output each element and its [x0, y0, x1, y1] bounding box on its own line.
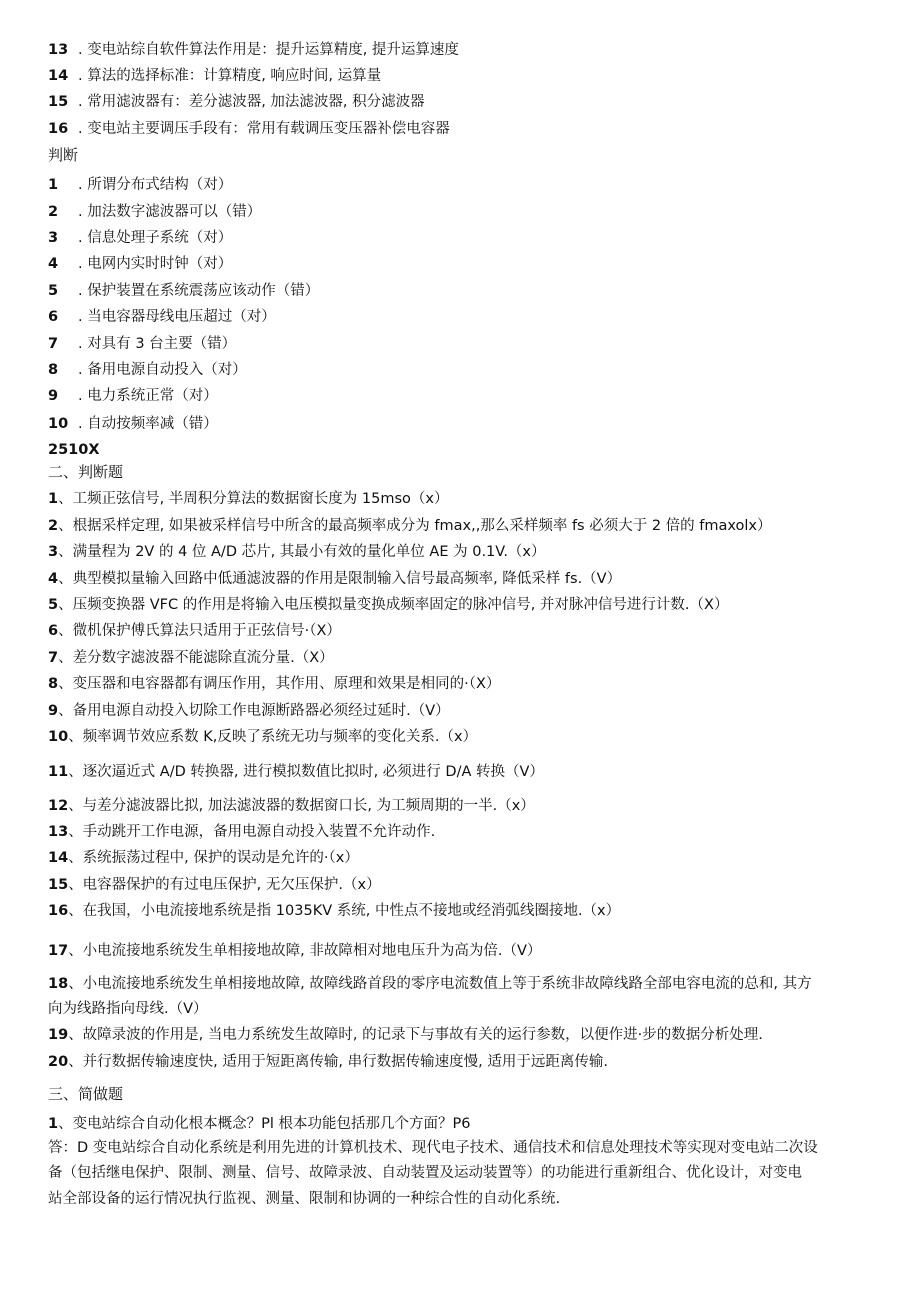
item-number: 8 — [48, 676, 59, 692]
item-text: 向为线路指向母线.（V） — [48, 1001, 208, 1017]
item-text: 、备用电源自动投入切除工作电源断路器必须经过延时.（V） — [58, 703, 450, 719]
item-number: 5 — [48, 597, 59, 613]
true-false-item — [48, 489, 868, 509]
true-false-item — [48, 901, 868, 921]
item-text: . 常用滤波器有：差分滤波器, 加法滤波器, 积分滤波器 — [78, 94, 425, 110]
item-text: 、微机保护傅氏算法只适用于正弦信号·（X） — [58, 623, 341, 639]
section3-heading: 三、简做题 — [48, 1085, 124, 1103]
judge-item — [48, 360, 868, 380]
true-false-item — [48, 974, 868, 994]
judge-item — [48, 281, 868, 301]
true-false-item — [48, 727, 868, 747]
item-text: 、小电流接地系统发生单相接地故障, 非故障相对地电压升为高为倍.（V） — [68, 943, 542, 959]
item-number: 8 — [48, 362, 59, 378]
item-number: 1 — [48, 177, 59, 193]
item-text: 、电容器保护的有过电压保护, 无欠压保护.（x） — [68, 877, 381, 893]
item-text: 、差分数字滤波器不能滤除直流分量.（X） — [58, 650, 334, 666]
item-text: 、压频变换器 VFC 的作用是将输入电压模拟量变换成频率固定的脉冲信号, 并对脉冲信号进行计数.（X） — [58, 597, 729, 613]
item-text: 、在我国，小电流接地系统是指 1035KV 系统, 中性点不接地或经消弧线圈接地.（x） — [68, 903, 621, 919]
item-number: 2 — [48, 204, 59, 220]
item-text: 、逐次逼近式 A/D 转换器, 进行模拟数值比拟时, 必须进行 D/A 转换（V） — [68, 764, 544, 780]
item-text: . 算法的选择标准：计算精度, 响应时间, 运算量 — [78, 68, 382, 84]
judge-item — [48, 386, 868, 406]
item-number: 20 — [48, 1054, 69, 1070]
item-number: 9 — [48, 703, 59, 719]
item-text: . 自动按频率减（错） — [78, 416, 218, 432]
item-number: 1 — [48, 491, 59, 507]
item-number: 13 — [48, 42, 69, 58]
item-number: 3 — [48, 544, 59, 560]
item-number: 13 — [48, 824, 69, 840]
item-text: 、频率调节效应系数 K,反映了系统无功与频率的变化关系.（x） — [68, 729, 478, 745]
item-text: 、工频正弦信号, 半周积分算法的数据窗长度为 15mso（x） — [58, 491, 449, 507]
true-false-item — [48, 569, 868, 589]
item-number: 5 — [48, 283, 59, 299]
true-false-item — [48, 516, 868, 536]
true-false-item — [48, 595, 868, 615]
item-text: . 备用电源自动投入（对） — [78, 362, 247, 378]
item-number: 15 — [48, 94, 69, 110]
item-number: 6 — [48, 623, 59, 639]
judge-item — [48, 202, 868, 222]
item-text: . 所谓分布式结构（对） — [78, 177, 233, 193]
short-answer-question — [48, 1114, 868, 1134]
item-text: . 当电容器母线电压超过（对） — [78, 309, 276, 325]
item-text: . 加法数字滤波器可以（错） — [78, 204, 262, 220]
item-number: 14 — [48, 68, 69, 84]
item-text: . 信息处理子系统（对） — [78, 230, 233, 246]
true-false-item — [48, 875, 868, 895]
true-false-item — [48, 796, 868, 816]
item-text: . 对具有 3 台主要（错） — [78, 336, 237, 352]
item-number: 16 — [48, 121, 69, 137]
item-number: 15 — [48, 877, 69, 893]
item-number: 16 — [48, 903, 69, 919]
section2-heading: 二、判断题 — [48, 463, 124, 481]
true-false-item — [48, 1052, 868, 1072]
true-false-item — [48, 941, 868, 961]
item-number: 4 — [48, 571, 59, 587]
item-text: 、根据采样定理, 如果被采样信号中所含的最高频率成分为 fmax,,那么采样频率 fs 必须大于 2 倍的 fmaxolx） — [58, 518, 772, 534]
item-text: 、系统振荡过程中, 保护的误动是允许的·（x） — [68, 850, 359, 866]
item-number: 1 — [48, 1116, 59, 1132]
item-number: 18 — [48, 976, 69, 992]
true-false-item — [48, 542, 868, 562]
item-number: 2 — [48, 518, 59, 534]
item-text: 、手动跳开工作电源，备用电源自动投入装置不允许动作. — [68, 824, 436, 840]
item-number: 10 — [48, 729, 69, 745]
item-text: 、典型模拟量输入回路中低通滤波器的作用是限制输入信号最高频率, 降低采样 fs.（V） — [58, 571, 622, 587]
item-number: 3 — [48, 230, 59, 246]
answer-line: 备（包括继电保护、限制、测量、信号、故障录波、自动装置及运动装置等）的功能进行重新组合、优化设计，对变电 — [48, 1165, 802, 1181]
true-false-item — [48, 674, 868, 694]
top-item — [48, 66, 868, 86]
true-false-item — [48, 701, 868, 721]
item-number: 10 — [48, 416, 69, 432]
true-false-item — [48, 822, 868, 842]
item-text: . 电网内实时时钟（对） — [78, 256, 233, 272]
top-item — [48, 119, 868, 139]
item-number: 7 — [48, 650, 59, 666]
answer-line: 答：D 变电站综合自动化系统是利用先进的计算机技术、现代电子技术、通信技术和信息处理技术等实现对变电站二次设 — [48, 1140, 818, 1156]
judge-item — [48, 334, 868, 354]
item-text: . 保护装置在系统震荡应该动作（错） — [78, 283, 320, 299]
item-number: 12 — [48, 798, 69, 814]
item-number: 4 — [48, 256, 59, 272]
judge-item — [48, 228, 868, 248]
item-text: 、并行数据传输速度快, 适用于短距离传输, 串行数据传输速度慢, 适用于远距离传输. — [68, 1054, 608, 1070]
item-number: 17 — [48, 943, 69, 959]
judge-item — [48, 254, 868, 274]
item-text: 、与差分滤波器比拟, 加法滤波器的数据窗口长, 为工频周期的一半.（x） — [68, 798, 535, 814]
item-text: . 变电站主要调压手段有：常用有载调压变压器补偿电容器 — [78, 121, 450, 137]
item-number: 6 — [48, 309, 59, 325]
question-text: 、变电站综合自动化根本概念？Pl 根本功能包括那几个方面？P6 — [58, 1116, 471, 1132]
top-item — [48, 92, 868, 112]
true-false-item — [48, 762, 868, 782]
item-text: 、故障录波的作用是, 当电力系统发生故障时, 的记录下与事故有关的运行参数，以便作进·步的数据分析处理. — [68, 1027, 763, 1043]
true-false-item — [48, 848, 868, 868]
item-text: . 变电站综自软件算法作用是：提升运算精度, 提升运算速度 — [78, 42, 459, 58]
true-false-item-continued — [48, 999, 868, 1019]
item-text: . 电力系统正常（对） — [78, 388, 218, 404]
item-number: 19 — [48, 1027, 69, 1043]
true-false-item — [48, 621, 868, 641]
judge-heading: 判断 — [48, 146, 79, 164]
answer-line: 站全部设备的运行情况执行监视、测量、限制和协调的一种综合性的自动化系统. — [48, 1191, 561, 1207]
item-number: 7 — [48, 336, 59, 352]
true-false-item — [48, 648, 868, 668]
code-label: 2510X — [48, 442, 100, 458]
item-number: 14 — [48, 850, 69, 866]
item-text: 、小电流接地系统发生单相接地故障, 故障线路首段的零序电流数值上等于系统非故障线路全部电容电流的总和, 其方 — [68, 976, 812, 992]
judge-item — [48, 414, 868, 434]
item-text: 、满量程为 2V 的 4 位 A/D 芯片, 其最小有效的量化单位 AE 为 0.1V.（x） — [58, 544, 546, 560]
judge-item — [48, 307, 868, 327]
top-item — [48, 40, 868, 60]
judge-item — [48, 175, 868, 195]
true-false-item — [48, 1025, 868, 1045]
item-number: 11 — [48, 764, 69, 780]
item-number: 9 — [48, 388, 59, 404]
item-text: 、变压器和电容器都有调压作用，其作用、原理和效果是相同的·（X） — [58, 676, 501, 692]
